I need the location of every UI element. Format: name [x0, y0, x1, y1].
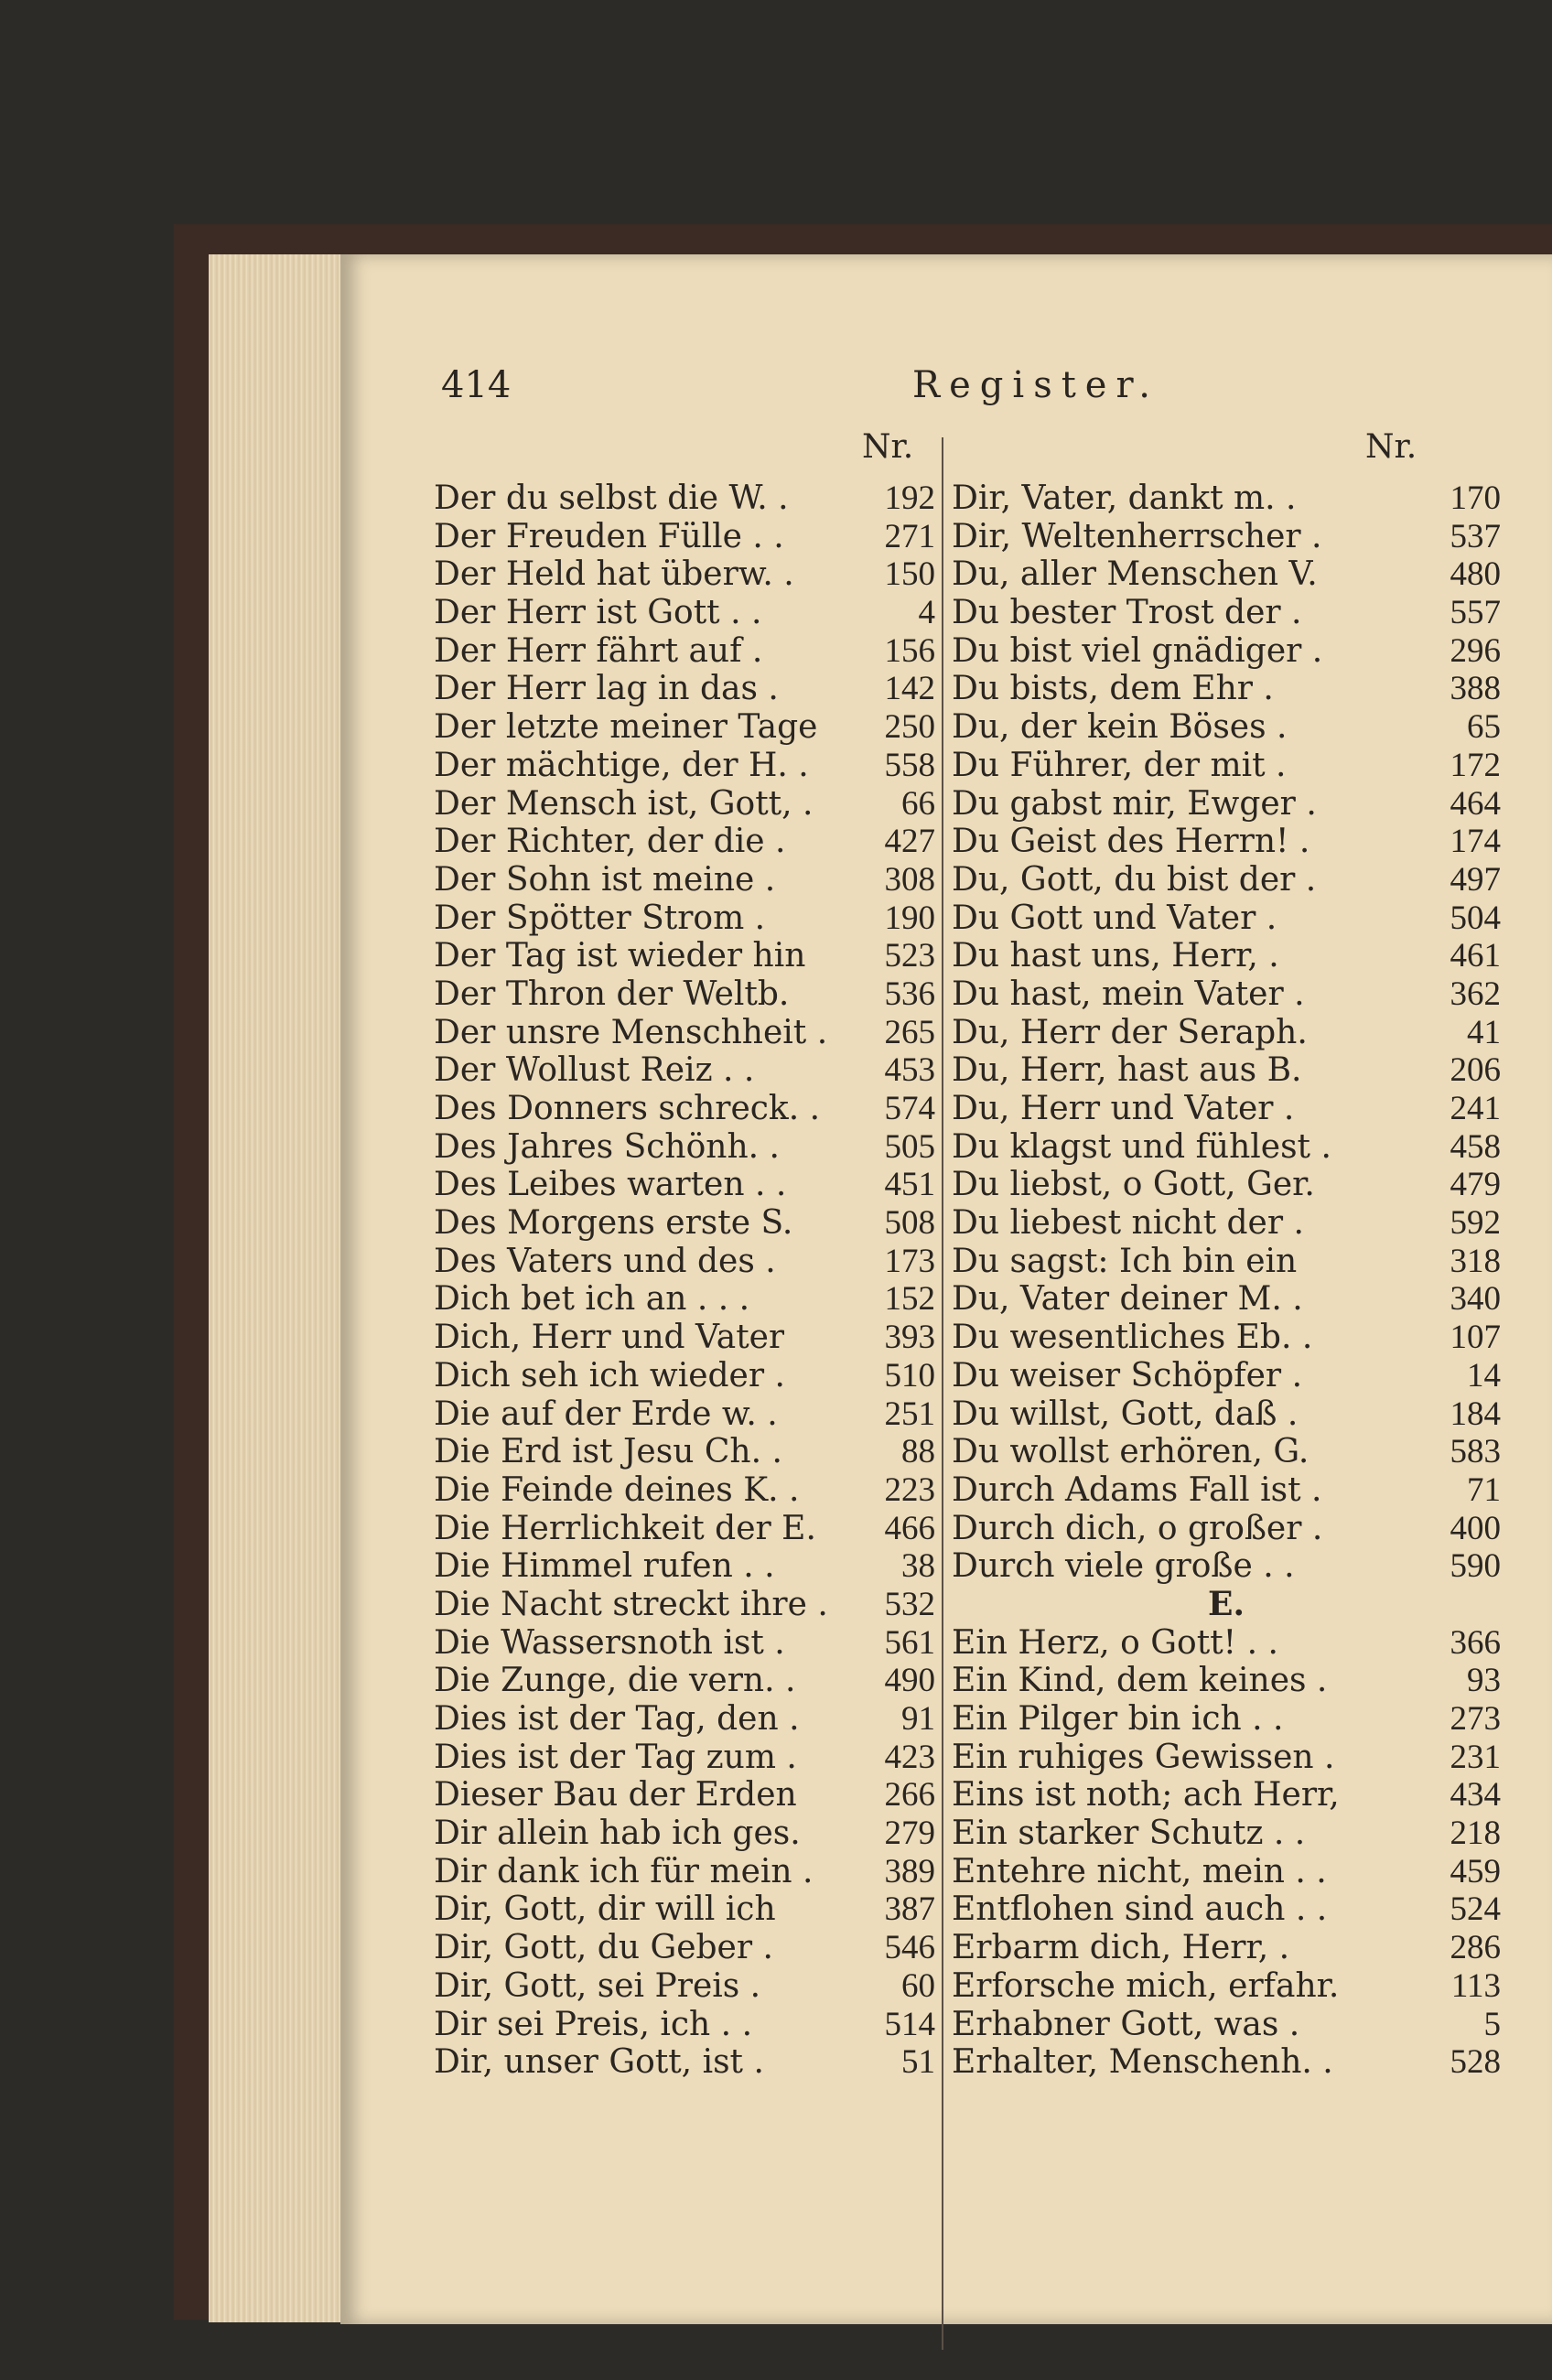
- hymn-number: 150: [884, 555, 935, 594]
- entry-title: Die Feinde deines K. .: [434, 1470, 800, 1509]
- hymn-number: 464: [1450, 784, 1501, 823]
- hymn-number: 536: [884, 975, 935, 1013]
- hymn-number: 296: [1450, 631, 1501, 670]
- entry-title: Du, der kein Böses .: [952, 708, 1288, 747]
- index-entry: [434, 1127, 935, 1166]
- hymn-number: 271: [884, 517, 935, 555]
- index-entry: [434, 860, 935, 899]
- index-entry: [434, 1890, 935, 1928]
- entry-title: Erhalter, Menschenh. .: [952, 2043, 1333, 2082]
- index-entry: [952, 593, 1501, 631]
- hymn-number: 387: [884, 1890, 935, 1929]
- entry-title: Der Richter, der die .: [434, 823, 786, 861]
- hymn-number: 93: [1467, 1662, 1501, 1700]
- hymn-number: 558: [884, 746, 935, 784]
- index-entry: [434, 1395, 935, 1433]
- hymn-number: 537: [1450, 517, 1501, 555]
- hymn-number: 71: [1467, 1470, 1501, 1509]
- index-entry: [434, 593, 935, 631]
- entry-title: Der Herr ist Gott . .: [434, 594, 762, 632]
- entry-title: Die Herrlichkeit der E.: [434, 1509, 816, 1547]
- entry-title: Entehre nicht, mein . .: [952, 1852, 1327, 1890]
- index-entry: [952, 1203, 1501, 1242]
- hymn-number: 523: [884, 937, 935, 975]
- index-entry: [952, 975, 1501, 1013]
- index-entry: [952, 1089, 1501, 1127]
- index-entry: [434, 1814, 935, 1852]
- entry-title: Du wesentliches Eb. .: [952, 1319, 1313, 1357]
- index-entry: [952, 1546, 1501, 1585]
- entry-title: Dieser Bau der Erden: [434, 1776, 797, 1815]
- entry-title: Durch viele große . .: [952, 1547, 1295, 1586]
- hymn-number: 107: [1450, 1319, 1501, 1357]
- entry-title: Dies ist der Tag zum .: [434, 1738, 797, 1776]
- index-entry: [434, 479, 935, 517]
- entry-title: Du liebst, o Gott, Ger.: [952, 1166, 1315, 1204]
- entry-title: Des Donners schreck. .: [434, 1090, 821, 1127]
- hymn-number: 174: [1450, 823, 1501, 861]
- entry-title: Die Wassersnoth ist .: [434, 1623, 785, 1662]
- index-entry: [434, 1242, 935, 1280]
- entry-title: Du, Herr, hast aus B.: [952, 1051, 1302, 1090]
- index-entry: [952, 1699, 1501, 1738]
- page-number: 414: [441, 364, 512, 406]
- index-entry: [434, 1966, 935, 2005]
- entry-title: Ein Herz, o Gott! . .: [952, 1623, 1278, 1662]
- column-divider: [942, 437, 943, 2350]
- index-entry: [434, 936, 935, 975]
- index-entry: [434, 784, 935, 823]
- index-entry: [434, 1432, 935, 1470]
- book-page: [340, 254, 1552, 2324]
- index-entry: [434, 1546, 935, 1585]
- entry-title: Erforsche mich, erfahr.: [952, 1966, 1340, 2005]
- entry-title: Du weiser Schöpfer .: [952, 1356, 1303, 1395]
- index-entry: [952, 555, 1501, 593]
- entry-title: Du Geist des Herrn! .: [952, 823, 1310, 861]
- hymn-number: 218: [1450, 1815, 1501, 1853]
- entry-title: Du wollst erhören, G.: [952, 1433, 1310, 1471]
- entry-title: Ein Pilger bin ich . .: [952, 1700, 1284, 1738]
- entry-title: Der Herr fährt auf .: [434, 631, 763, 670]
- page-header: [441, 364, 1534, 410]
- index-entry: [434, 1775, 935, 1814]
- index-entry: [434, 1661, 935, 1699]
- hymn-number: 241: [1450, 1090, 1501, 1127]
- entry-title: Du sagst: Ich bin ein: [952, 1242, 1298, 1280]
- hymn-number: 273: [1450, 1700, 1501, 1738]
- hymn-number: 532: [884, 1585, 935, 1623]
- index-entry: [434, 899, 935, 937]
- entry-title: Der Freuden Fülle . .: [434, 517, 784, 555]
- hymn-number: 423: [884, 1738, 935, 1776]
- entry-title: Entflohen sind auch . .: [952, 1890, 1328, 1929]
- entry-title: Du gabst mir, Ewger .: [952, 784, 1317, 823]
- hymn-number: 497: [1450, 860, 1501, 899]
- index-entry: [952, 517, 1501, 555]
- index-entry: [434, 1509, 935, 1547]
- entry-title: Du bist viel gnädiger .: [952, 631, 1323, 670]
- index-entry: [952, 1127, 1501, 1166]
- hymn-number: 156: [884, 631, 935, 670]
- hymn-number: 366: [1450, 1623, 1501, 1662]
- entry-title: Dir, Gott, dir will ich: [434, 1890, 776, 1929]
- hymn-number: 466: [884, 1509, 935, 1547]
- index-entry: [434, 1050, 935, 1089]
- hymn-number: 389: [884, 1852, 935, 1890]
- index-entry: [952, 1852, 1501, 1890]
- hymn-number: 427: [884, 823, 935, 861]
- index-entry: [952, 2042, 1501, 2081]
- index-entry: [952, 1318, 1501, 1356]
- index-entry: [434, 1928, 935, 1966]
- index-entry: [434, 2042, 935, 2081]
- hymn-number: 172: [1450, 746, 1501, 784]
- entry-title: Du, Vater deiner M. .: [952, 1280, 1303, 1319]
- hymn-number: 508: [884, 1204, 935, 1243]
- entry-title: Der Held hat überw. .: [434, 555, 794, 594]
- hymn-number: 266: [884, 1776, 935, 1815]
- index-column-left: [434, 479, 935, 2081]
- index-entry: [434, 707, 935, 746]
- entry-title: Der letzte meiner Tage: [434, 708, 818, 747]
- hymn-number: 458: [1450, 1127, 1501, 1166]
- index-entry: [434, 822, 935, 860]
- entry-title: Der mächtige, der H. .: [434, 746, 809, 784]
- index-entry: [952, 1509, 1501, 1547]
- hymn-number: 142: [884, 670, 935, 708]
- index-column-right: [952, 479, 1501, 2081]
- column-label-left: Nr.: [862, 428, 914, 466]
- hymn-number: 65: [1467, 708, 1501, 747]
- index-entry: [952, 746, 1501, 784]
- index-entry: [952, 1013, 1501, 1051]
- entry-title: Dich seh ich wieder .: [434, 1356, 785, 1395]
- hymn-number: 461: [1450, 937, 1501, 975]
- hymn-number: 393: [884, 1319, 935, 1357]
- index-entry: [434, 631, 935, 670]
- entry-title: Dich, Herr und Vater: [434, 1319, 785, 1357]
- entry-title: Du, Herr der Seraph.: [952, 1013, 1308, 1051]
- hymn-number: 14: [1467, 1356, 1501, 1395]
- index-entry: [952, 631, 1501, 670]
- entry-title: Des Vaters und des .: [434, 1242, 776, 1280]
- hymn-number: 557: [1450, 594, 1501, 632]
- hymn-number: 340: [1450, 1280, 1501, 1319]
- index-entry: [952, 1661, 1501, 1699]
- hymn-number: 60: [901, 1966, 935, 2005]
- hymn-number: 4: [918, 594, 935, 632]
- entry-title: Dir allein hab ich ges.: [434, 1815, 801, 1853]
- index-entry: [952, 822, 1501, 860]
- hymn-number: 170: [1450, 479, 1501, 517]
- index-entry: [434, 1852, 935, 1890]
- section-heading: [952, 1585, 1501, 1623]
- index-entry: [434, 1089, 935, 1127]
- entry-title: Dir sei Preis, ich . .: [434, 2005, 753, 2043]
- index-entry: [952, 1966, 1501, 2005]
- hymn-number: 152: [884, 1280, 935, 1319]
- index-entry: [952, 2005, 1501, 2043]
- entry-title: Der Sohn ist meine .: [434, 860, 776, 899]
- entry-title: Der Tag ist wieder hin: [434, 937, 806, 975]
- entry-title: Dich bet ich an . . .: [434, 1280, 750, 1319]
- hymn-number: 192: [884, 479, 935, 517]
- entry-title: Du bists, dem Ehr .: [952, 670, 1274, 708]
- hymn-number: 66: [901, 784, 935, 823]
- index-entry: [952, 1738, 1501, 1776]
- hymn-number: 279: [884, 1815, 935, 1853]
- index-entry: [434, 555, 935, 593]
- entry-title: Die Zunge, die vern. .: [434, 1662, 796, 1700]
- hymn-number: 528: [1450, 2043, 1501, 2082]
- hymn-number: 286: [1450, 1929, 1501, 1967]
- index-entry: [434, 1165, 935, 1203]
- hymn-number: 546: [884, 1929, 935, 1967]
- index-entry: [952, 669, 1501, 707]
- entry-title: Du Führer, der mit .: [952, 746, 1287, 784]
- hymn-number: 490: [884, 1662, 935, 1700]
- entry-title: Durch dich, o großer .: [952, 1509, 1323, 1547]
- index-entry: [434, 517, 935, 555]
- index-entry: [952, 899, 1501, 937]
- hymn-number: 251: [884, 1395, 935, 1433]
- index-entry: [952, 1165, 1501, 1203]
- entry-title: Dir, Weltenherrscher .: [952, 517, 1322, 555]
- index-entry: [434, 1470, 935, 1509]
- index-entry: [434, 1699, 935, 1738]
- index-entry: [952, 1890, 1501, 1928]
- entry-title: Du Gott und Vater .: [952, 899, 1277, 937]
- index-entry: [434, 1203, 935, 1242]
- index-entry: [952, 1050, 1501, 1089]
- entry-title: Die Nacht streckt ihre .: [434, 1585, 828, 1623]
- hymn-number: 250: [884, 708, 935, 747]
- entry-title: Du willst, Gott, daß .: [952, 1395, 1299, 1433]
- hymn-number: 459: [1450, 1852, 1501, 1890]
- hymn-number: 505: [884, 1127, 935, 1166]
- index-entry: [434, 2005, 935, 2043]
- hymn-number: 479: [1450, 1166, 1501, 1204]
- entry-title: Der unsre Menschheit .: [434, 1013, 828, 1051]
- hymn-number: 590: [1450, 1547, 1501, 1586]
- index-entry: [434, 1585, 935, 1623]
- hymn-number: 308: [884, 860, 935, 899]
- entry-title: Die Himmel rufen . .: [434, 1547, 775, 1586]
- index-entry: [952, 1623, 1501, 1662]
- entry-title: Dir, Gott, du Geber .: [434, 1929, 773, 1967]
- index-entry: [952, 1470, 1501, 1509]
- entry-title: Du hast, mein Vater .: [952, 975, 1305, 1013]
- page-edges: [209, 254, 346, 2322]
- index-entry: [434, 1318, 935, 1356]
- entry-title: Eins ist noth; ach Herr,: [952, 1776, 1340, 1815]
- hymn-number: 561: [884, 1623, 935, 1662]
- entry-title: Dir, Gott, sei Preis .: [434, 1966, 761, 2005]
- entry-title: Du, Herr und Vater .: [952, 1090, 1295, 1127]
- hymn-number: 91: [901, 1700, 935, 1738]
- entry-title: Dies ist der Tag, den .: [434, 1700, 800, 1738]
- entry-title: Du, aller Menschen V.: [952, 555, 1318, 594]
- hymn-number: 510: [884, 1356, 935, 1395]
- entry-title: Du bester Trost der .: [952, 594, 1302, 632]
- hymn-number: 223: [884, 1470, 935, 1509]
- hymn-number: 574: [884, 1090, 935, 1127]
- page-title: Register.: [912, 364, 1159, 406]
- entry-title: Der Thron der Weltb.: [434, 975, 790, 1013]
- index-entry: [434, 1279, 935, 1318]
- hymn-number: 451: [884, 1166, 935, 1204]
- index-entry: [952, 1356, 1501, 1395]
- entry-title: Der du selbst die W. .: [434, 479, 789, 517]
- hymn-number: 51: [901, 2043, 935, 2082]
- hymn-number: 265: [884, 1013, 935, 1051]
- index-entry: [952, 860, 1501, 899]
- entry-title: Dir, Vater, dankt m. .: [952, 479, 1297, 517]
- hymn-number: 113: [1450, 1966, 1501, 2005]
- index-entry: [952, 1279, 1501, 1318]
- hymn-number: 453: [884, 1051, 935, 1090]
- hymn-number: 400: [1450, 1509, 1501, 1547]
- index-entry: [952, 479, 1501, 517]
- entry-title: Ein ruhiges Gewissen .: [952, 1738, 1335, 1776]
- entry-title: Dir dank ich für mein .: [434, 1852, 814, 1890]
- hymn-number: 592: [1450, 1204, 1501, 1243]
- hymn-number: 206: [1450, 1051, 1501, 1090]
- hymn-number: 41: [1467, 1013, 1501, 1051]
- entry-title: Erhabner Gott, was .: [952, 2005, 1300, 2043]
- index-entry: [952, 784, 1501, 823]
- hymn-number: 480: [1450, 555, 1501, 594]
- entry-title: Der Mensch ist, Gott, .: [434, 784, 814, 823]
- entry-title: Die Erd ist Jesu Ch. .: [434, 1433, 782, 1471]
- index-entry: [434, 746, 935, 784]
- hymn-number: 231: [1450, 1738, 1501, 1776]
- index-entry: [952, 1814, 1501, 1852]
- entry-title: Erbarm dich, Herr, .: [952, 1929, 1290, 1967]
- index-entry: [434, 1356, 935, 1395]
- index-entry: [952, 1928, 1501, 1966]
- hymn-number: 173: [884, 1242, 935, 1280]
- hymn-number: 524: [1450, 1890, 1501, 1929]
- index-entry: [952, 1432, 1501, 1470]
- hymn-number: 362: [1450, 975, 1501, 1013]
- entry-title: Du liebest nicht der .: [952, 1204, 1304, 1243]
- index-entry: [434, 975, 935, 1013]
- entry-title: Des Leibes warten . .: [434, 1166, 787, 1204]
- hymn-number: 5: [1483, 2005, 1501, 2043]
- index-entry: [952, 1242, 1501, 1280]
- index-entry: [952, 707, 1501, 746]
- entry-title: Der Wollust Reiz . .: [434, 1051, 755, 1090]
- entry-title: Des Morgens erste S.: [434, 1204, 793, 1243]
- hymn-number: 388: [1450, 670, 1501, 708]
- entry-title: Ein starker Schutz . .: [952, 1815, 1306, 1853]
- hymn-number: 583: [1450, 1433, 1501, 1471]
- column-label-right: Nr.: [1365, 428, 1417, 466]
- entry-title: Durch Adams Fall ist .: [952, 1470, 1322, 1509]
- hymn-number: 434: [1450, 1776, 1501, 1815]
- index-entry: [434, 669, 935, 707]
- index-entry: [952, 936, 1501, 975]
- index-entry: [434, 1013, 935, 1051]
- index-entry: [952, 1775, 1501, 1814]
- index-entry: [952, 1395, 1501, 1433]
- entry-title: Ein Kind, dem keines .: [952, 1662, 1328, 1700]
- entry-title: Du hast uns, Herr, .: [952, 937, 1279, 975]
- hymn-number: 38: [901, 1547, 935, 1586]
- entry-title: Der Spötter Strom .: [434, 899, 766, 937]
- entry-title: Die auf der Erde w. .: [434, 1395, 778, 1433]
- hymn-number: 190: [884, 899, 935, 937]
- hymn-number: 318: [1450, 1242, 1501, 1280]
- index-entry: [434, 1738, 935, 1776]
- entry-title: Dir, unser Gott, ist .: [434, 2043, 764, 2082]
- entry-title: Du, Gott, du bist der .: [952, 860, 1317, 899]
- entry-title: Der Herr lag in das .: [434, 670, 779, 708]
- hymn-number: 504: [1450, 899, 1501, 937]
- hymn-number: 184: [1450, 1395, 1501, 1433]
- entry-title: E.: [1208, 1584, 1245, 1623]
- hymn-number: 514: [884, 2005, 935, 2043]
- index-entry: [434, 1623, 935, 1662]
- hymn-number: 88: [901, 1433, 935, 1471]
- entry-title: Du klagst und fühlest .: [952, 1127, 1331, 1166]
- entry-title: Des Jahres Schönh. .: [434, 1127, 780, 1166]
